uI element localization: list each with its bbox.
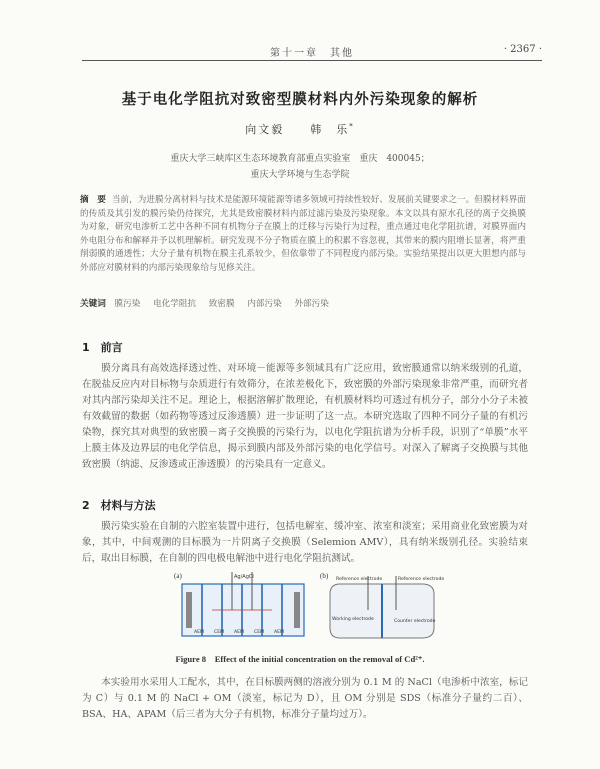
methods-paragraph-2: 本实验用水采用人工配水，其中，在目标膜两侧的溶液分别为 0.1 M 的 NaCl（电渗析中浓室，标记为 C）与 0.1 M 的 NaCl + OM（淡室，标记为 D），且 OM 分别是 SDS（标准分子量约二百）、BSA、HA、APAM（后三者为大分子有机物，标准分子量均过万）。 [82,677,528,720]
ref-electrode-label: Reference electrode [398,577,444,582]
counter-electrode-label: Counter electrode [394,619,436,624]
keyword: 致密膜 [208,299,235,309]
ref-electrode-label: Reference electrode [336,577,383,582]
keywords-label: 关键词 [80,299,106,309]
abstract-label: 摘 要 [80,195,106,205]
keyword: 内部污染 [247,299,282,309]
author-mark: * [349,122,355,131]
figure-caption: Figure 8 Effect of the initial concentration on the removal of Cd²⁺. [175,654,425,664]
keyword: 膜污染 [114,299,141,309]
membrane-label: CEM [214,630,225,635]
abstract-text: 当前，为进膜分离材料与技术是能源环境能源等诸多领域可持续性较好、发展前关键要求之一。但膜材料界面的传质及其引发的膜污染仍待探究，尤其是致密膜材料内部过滤污染及污染现象。本文以具有原水孔径的离子交换膜为对象，研究电渗析工艺中各种不同有机物分子在膜上的迁移与污染行为过程，重点通过电化学阻抗谱，对膜界面内外电阻分布和解释并予以机理解析。研究发现不分子物质在膜上的积累不容忽视，其带来的膜内阻增长显著，将严重削弱膜的通透性；大分子量有机物在膜主孔系较少，但依靠带了不同程度内部污染。实验结果提出以更大胆想内部与外部应对膜材料的内部污染现象给与见修关注。 [80,195,526,273]
section-heading-intro: 1 前言 [82,341,123,354]
keywords [80,297,526,309]
page-number: · 2367 · [503,44,542,55]
panel-b-label: (b) [320,572,329,580]
affiliation-2: 重庆大学环境与生态学院 [250,170,350,180]
paper-title: 基于电化学阻抗对致密型膜材料内外污染现象的解析 [121,92,479,108]
figure-8 [172,570,444,648]
chapter-label: 第十一章 其他 [270,48,354,59]
electrode-left [186,592,192,628]
section-heading-methods: 2 材料与方法 [82,499,156,512]
membrane-label: CEM [254,630,265,635]
membrane-label: AEM [194,630,205,635]
author-line [0,121,600,137]
abstract [80,194,526,276]
ref-electrode-label: Ag/AgCl [234,574,254,580]
authors: 向文毅 韩 乐 [245,123,350,136]
affiliation-1: 重庆大学三峡库区生态环境教育部重点实验室 重庆 400045； [170,154,430,164]
membrane-label: AEM [234,630,245,635]
keyword: 外部污染 [294,299,329,309]
keyword: 电化学阻抗 [153,299,197,309]
intro-paragraph: 膜分离具有高效选择透过性、对环境－能源等多领域具有广泛应用，致密膜通常以纳米级别的孔道，在脱盐反应内对目标物与杂质进行有效筛分，在浓差极化下，致密膜的外部污染现象非常严重，而研究者对其内部污染却关注不足。理论上，根据溶解扩散理论，有机膜材料均可透过有机分子，部分小分子未被有效截留的数据（如药物等透过反渗透膜）进一步证明了这一点。本研究选取了四种不同分子量的有机污染物，探究其对典型的致密膜－离子交换膜的污染行为，以电化学阻抗谱为分析手段，识别了“单膜”水平上膜主体及边界层的电化学信息，揭示到膜内部及外部污染的电化学信号。对深入了解离子交换膜与其他致密膜（纳滤、反渗透或正渗透膜）的污染具有一定意义。 [82,363,528,470]
methods-paragraph: 膜污染实验在自制的六腔室装置中进行，包括电解室、缓冲室、浓室和淡室；采用商业化致密膜为对象，其中，中间观测的目标膜为一片阴离子交换膜（Selemion AMV），具有纳米级别孔径。实验结束后，取出目标膜，在自制的四电极电解池中进行电化学阻抗测试。 [82,521,528,564]
working-electrode-label: Working electrode [332,617,374,622]
membrane-label: AEM [274,630,285,635]
panel-a-label: (a) [174,572,182,580]
running-header [82,44,542,61]
electrode-right [294,592,300,628]
